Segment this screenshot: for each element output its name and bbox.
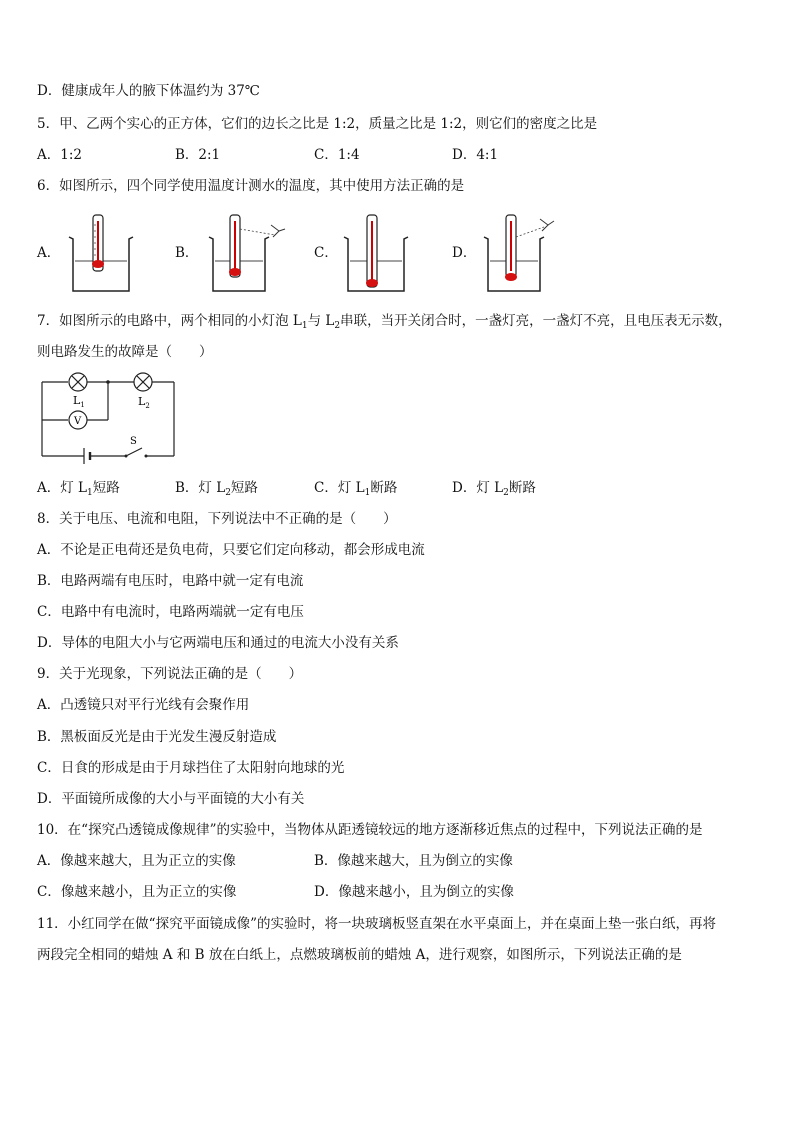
q7-option-b: B．灯 $L_2$短路 [175, 480, 258, 498]
q7-option-a: A．灯 $L_1$短路 [37, 480, 120, 498]
q7-option-d: D．灯 $L_2$断路 [452, 480, 536, 498]
circuit-diagram [38, 368, 178, 472]
q6-stem: 6．如图所示，四个同学使用温度计测水的温度，其中使用方法正确的是 [37, 178, 465, 194]
q11-stem-line1: 11．小红同学在做“探究平面镜成像”的实验时，将一块玻璃板竖直架在水平桌面上，并在桌面上垫一张白纸，再将 [37, 916, 716, 932]
circuit-label-l1: $L_1$ [73, 394, 85, 409]
q6-label-b: B． [175, 245, 199, 261]
q9-option-c: C．日食的形成是由于月球挡住了太阳射向地球的光 [37, 760, 345, 776]
q8-option-a: A．不论是正电荷还是负电荷，只要它们定向移动，都会形成电流 [37, 542, 425, 558]
q7-stem-line2: 则电路发生的故障是（ ） [37, 344, 213, 360]
q9-option-a: A．凸透镜只对平行光线有会聚作用 [37, 697, 250, 713]
q9-option-b: B．黑板面反光是由于光发生漫反射造成 [37, 729, 277, 745]
circuit-label-l2: $L_2$ [138, 395, 150, 410]
q7-option-c: C．灯 $L_1$断路 [314, 480, 398, 498]
q8-option-d: D．导体的电阻大小与它两端电压和通过的电流大小没有关系 [37, 635, 399, 651]
q11-stem-line2: 两段完全相同的蜡烛 A 和 B 放在白纸上，点燃玻璃板前的蜡烛 A，进行观察，如图所示，下列说法正确的是 [37, 947, 682, 963]
thermometer-figure-d [480, 211, 570, 295]
switch-label: S [130, 436, 137, 447]
q9-option-d: D．平面镜所成像的大小与平面镜的大小有关 [37, 791, 305, 807]
voltmeter-label: V [74, 416, 82, 427]
q6-label-a: A． [37, 245, 61, 261]
q8-stem: 8．关于电压、电流和电阻，下列说法中不正确的是（ ） [37, 511, 397, 527]
q10-option-a: A．像越来越大，且为正立的实像 [37, 853, 236, 869]
thermometer-figure-b [205, 211, 295, 295]
q10-option-d: D．像越来越小，且为倒立的实像 [314, 884, 514, 900]
q10-stem: 10．在“探究凸透镜成像规律”的实验中，当物体从距透镜较远的地方逐渐移近焦点的过程中，下列说法正确的是 [37, 822, 703, 838]
q7-stem-line1: 7．如图所示的电路中，两个相同的小灯泡 $L_1$与 $L_2$串联，当开关闭合时，一盏灯亮，一盏灯不亮，且电压表无示数， [37, 313, 732, 331]
q8-option-b: B．电路两端有电压时，电路中就一定有电流 [37, 573, 304, 589]
q5-option-b: B．2:1 [175, 147, 221, 163]
thermometer-figure-c [340, 211, 412, 295]
q9-stem: 9．关于光现象，下列说法正确的是（ ） [37, 666, 303, 682]
q6-label-c: C． [314, 245, 338, 261]
q5-option-c: C．1:4 [314, 147, 360, 163]
q10-option-c: C．像越来越小，且为正立的实像 [37, 884, 237, 900]
q5-option-a: A．1:2 [37, 147, 82, 163]
q10-option-b: B．像越来越大，且为倒立的实像 [314, 853, 513, 869]
q4-option-d: D．健康成年人的腋下体温约为 37℃ [37, 83, 260, 99]
q5-option-d: D．4:1 [452, 147, 499, 163]
q5-stem: 5．甲、乙两个实心的正方体，它们的边长之比是 1:2，质量之比是 1:2，则它们的密度之比是 [37, 116, 598, 132]
q8-option-c: C．电路中有电流时，电路两端就一定有电压 [37, 604, 304, 620]
q6-label-d: D． [452, 245, 477, 261]
thermometer-figure-a [65, 211, 137, 295]
